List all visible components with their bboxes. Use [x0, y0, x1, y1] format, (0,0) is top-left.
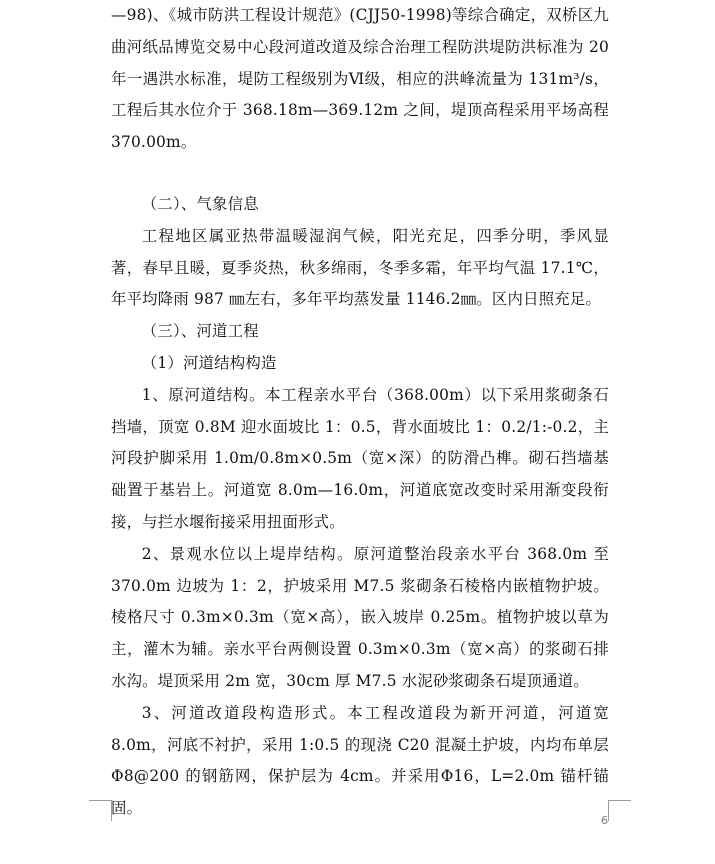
- paragraph-gap: [111, 159, 609, 189]
- paragraph-flood-standard: —98)、《城市防洪工程设计规范》(CJJ50-1998)等综合确定，双桥区九曲河纸品博览交易中心段河道改道及综合治理工程防洪堤防洪标准为 20 年一遇洪水标准，堤防工程级别为Ⅵ级，相应的洪峰流量为 131m³/s，工程后其水位介于 368.18m—369.12m 之间，堤顶高程采用平场高程 370.00m。: [111, 6, 609, 152]
- heading-meteorology: （二）、气象信息: [141, 194, 259, 213]
- page-number: 6: [601, 814, 608, 827]
- heading-river-works: （三）、河道工程: [141, 322, 259, 341]
- paragraph-climate: 工程地区属亚热带温暖湿润气候，阳光充足，四季分明，季风显著，春早且暖，夏季炎热，秋多绵雨，冬季多霜，年平均气温 17.1℃，年平均降雨 987 ㎜左右，多年平均蒸发量 1146.2㎜。区内日照充足。: [111, 226, 609, 309]
- paragraph-original-river: 1、原河道结构。本工程亲水平台（368.00m）以下采用浆砌条石挡墙，顶宽 0.8M 迎水面坡比 1：0.5，背水面坡比 1：0.2/1:-0.2，主河段护脚采用 1.0m/0.8m×0.5m（宽×深）的防滑凸榫。砌石挡墙基础置于基岩上。河道宽 8.0m—16.0m，河道底宽改变时采用渐变段衔接，与拦水堰衔接采用扭面形式。: [111, 385, 609, 531]
- margin-corner-mark-right: [608, 800, 631, 821]
- document-body: [111, 0, 609, 825]
- heading-river-structure: （1）河道结构构造: [141, 353, 277, 372]
- paragraph-bank-structure: 2、景观水位以上堤岸结构。原河道整治段亲水平台 368.0m 至 370.0m 边坡为 1：2，护坡采用 M7.5 浆砌条石棱格内嵌植物护坡。棱格尺寸 0.3m×0.3m（宽×高），嵌入坡岸 0.25m。植物护坡以草为主，灌木为辅。亲水平台两侧设置 0.3m×0.3m（宽×高）的浆砌石排水沟。堤顶采用 2m 宽，30cm 厚 M7.5 水泥砂浆砌条石堤顶通道。: [111, 544, 609, 690]
- margin-corner-mark-left: [89, 800, 112, 821]
- paragraph-diversion-section: 3、河道改道段构造形式。本工程改道段为新开河道，河道宽 8.0m，河底不衬护，采用 1:0.5 的现浇 C20 混凝土护坡，内均布单层Φ8@200 的钢筋网，保护层为 4cm。并采用Φ16，L=2.0m 锚杆锚固。: [111, 703, 609, 818]
